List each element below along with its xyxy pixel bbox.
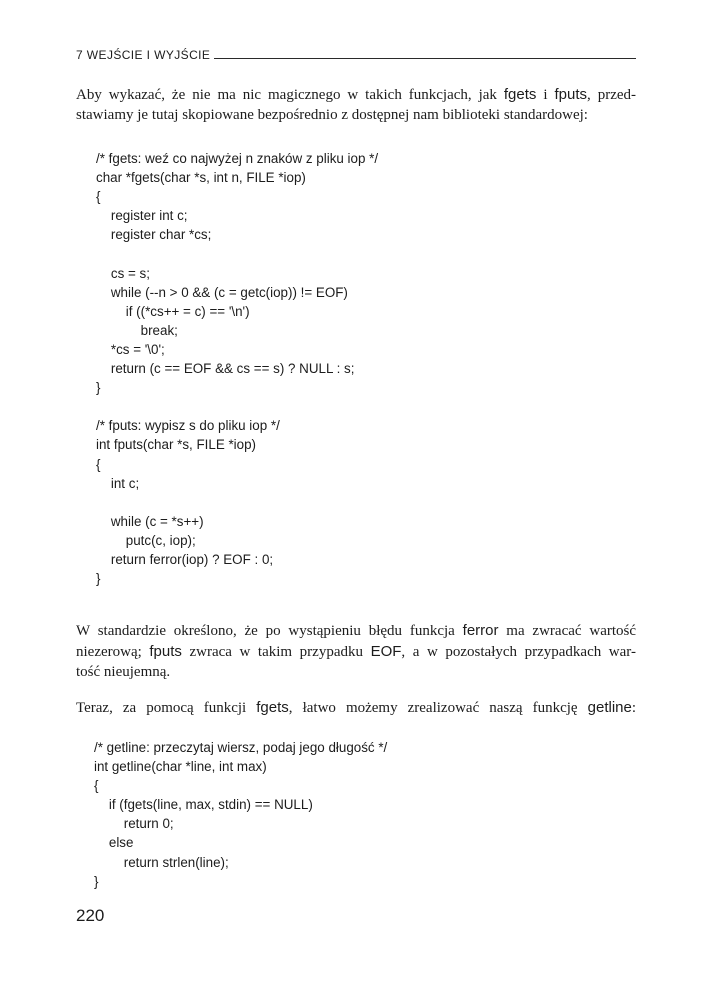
getline-text-2: , łatwo możemy zrealizować naszą funkcję xyxy=(288,700,588,716)
standard-text-5: , a w pozostałych przypadkach war- xyxy=(401,644,636,660)
eof-term: EOF xyxy=(370,643,402,660)
code-line: if ((*cs++ = c) == '\n') xyxy=(96,303,250,319)
code-block-fgets-fputs xyxy=(96,149,378,588)
code-line: } xyxy=(96,380,101,396)
code-block-getline xyxy=(94,738,387,891)
code-line: cs = s; xyxy=(96,265,150,281)
code-line: register char *cs; xyxy=(96,227,212,243)
fputs-term-2: fputs xyxy=(149,643,182,660)
getline-text-1: Teraz, za pomocą funkcji xyxy=(76,700,257,716)
getline-paragraph xyxy=(76,697,636,718)
ferror-term: ferror xyxy=(462,622,499,639)
standard-text-1: W standardzie określono, że po wystąpieniu błędu funkcja xyxy=(76,623,463,639)
standard-line-2 xyxy=(76,641,636,662)
code-line: { xyxy=(94,778,99,794)
code-line: break; xyxy=(96,322,178,338)
code-line xyxy=(96,493,378,512)
running-header xyxy=(76,42,636,62)
fputs-term: fputs xyxy=(554,86,587,103)
code-line: putc(c, iop); xyxy=(96,532,196,548)
intro-line-1 xyxy=(76,84,636,105)
chapter-title: 7 WEJŚCIE I WYJŚCIE xyxy=(76,48,211,62)
code-line: int c; xyxy=(96,475,140,491)
code-line xyxy=(96,397,378,416)
standard-line-1 xyxy=(76,620,636,641)
code-line: char *fgets(char *s, int n, FILE *iop) xyxy=(96,170,306,186)
code-line: } xyxy=(96,571,101,587)
intro-text-1: Aby wykazać, że nie ma nic magicznego w takich funkcjach, jak xyxy=(76,87,504,103)
code-line: /* fgets: weź co najwyżej n znaków z pliku iop */ xyxy=(96,151,379,166)
standard-line-3: tość nieujemną. xyxy=(76,664,171,680)
fgets-term-2: fgets xyxy=(256,699,289,716)
intro-line-2: stawiamy je tutaj skopiowane bezpośrednio z dostępnej nam biblioteki standardowej: xyxy=(76,107,588,123)
standard-text-2: ma zwracać wartość xyxy=(498,623,637,639)
page-number: 220 xyxy=(76,906,105,925)
code-line: while (c = *s++) xyxy=(96,513,204,529)
code-line: return (c == EOF && cs == s) ? NULL : s; xyxy=(96,361,355,377)
standard-paragraph xyxy=(76,620,636,683)
code-line: return ferror(iop) ? EOF : 0; xyxy=(96,551,274,567)
code-line: *cs = '\0'; xyxy=(96,341,165,357)
code-line: /* getline: przeczytaj wiersz, podaj jego długość */ xyxy=(94,740,388,755)
standard-text-3: niezerową; xyxy=(76,644,150,660)
fgets-term: fgets xyxy=(503,86,537,103)
code-line: } xyxy=(94,873,99,889)
code-line: while (--n > 0 && (c = getc(iop)) != EOF) xyxy=(96,284,348,300)
intro-paragraph xyxy=(76,84,636,126)
code-line: { xyxy=(96,189,101,205)
code-line: return strlen(line); xyxy=(94,854,229,870)
intro-text-3: , przed- xyxy=(587,87,636,103)
header-rule xyxy=(214,58,636,59)
code-line xyxy=(96,244,378,263)
code-line: if (fgets(line, max, stdin) == NULL) xyxy=(94,797,313,813)
code-line: return 0; xyxy=(94,816,174,832)
intro-text-2: i xyxy=(536,87,555,103)
code-line: else xyxy=(94,835,134,851)
getline-line-1 xyxy=(76,697,636,718)
getline-text-3: : xyxy=(631,700,637,716)
standard-text-4: zwraca w takim przypadku xyxy=(181,644,371,660)
code-line: int fputs(char *s, FILE *iop) xyxy=(96,437,257,453)
code-line: int getline(char *line, int max) xyxy=(94,759,267,775)
code-line: { xyxy=(96,456,101,472)
getline-term: getline xyxy=(587,699,632,716)
code-line: register int c; xyxy=(96,208,188,224)
code-line: /* fputs: wypisz s do pliku iop */ xyxy=(96,418,280,434)
